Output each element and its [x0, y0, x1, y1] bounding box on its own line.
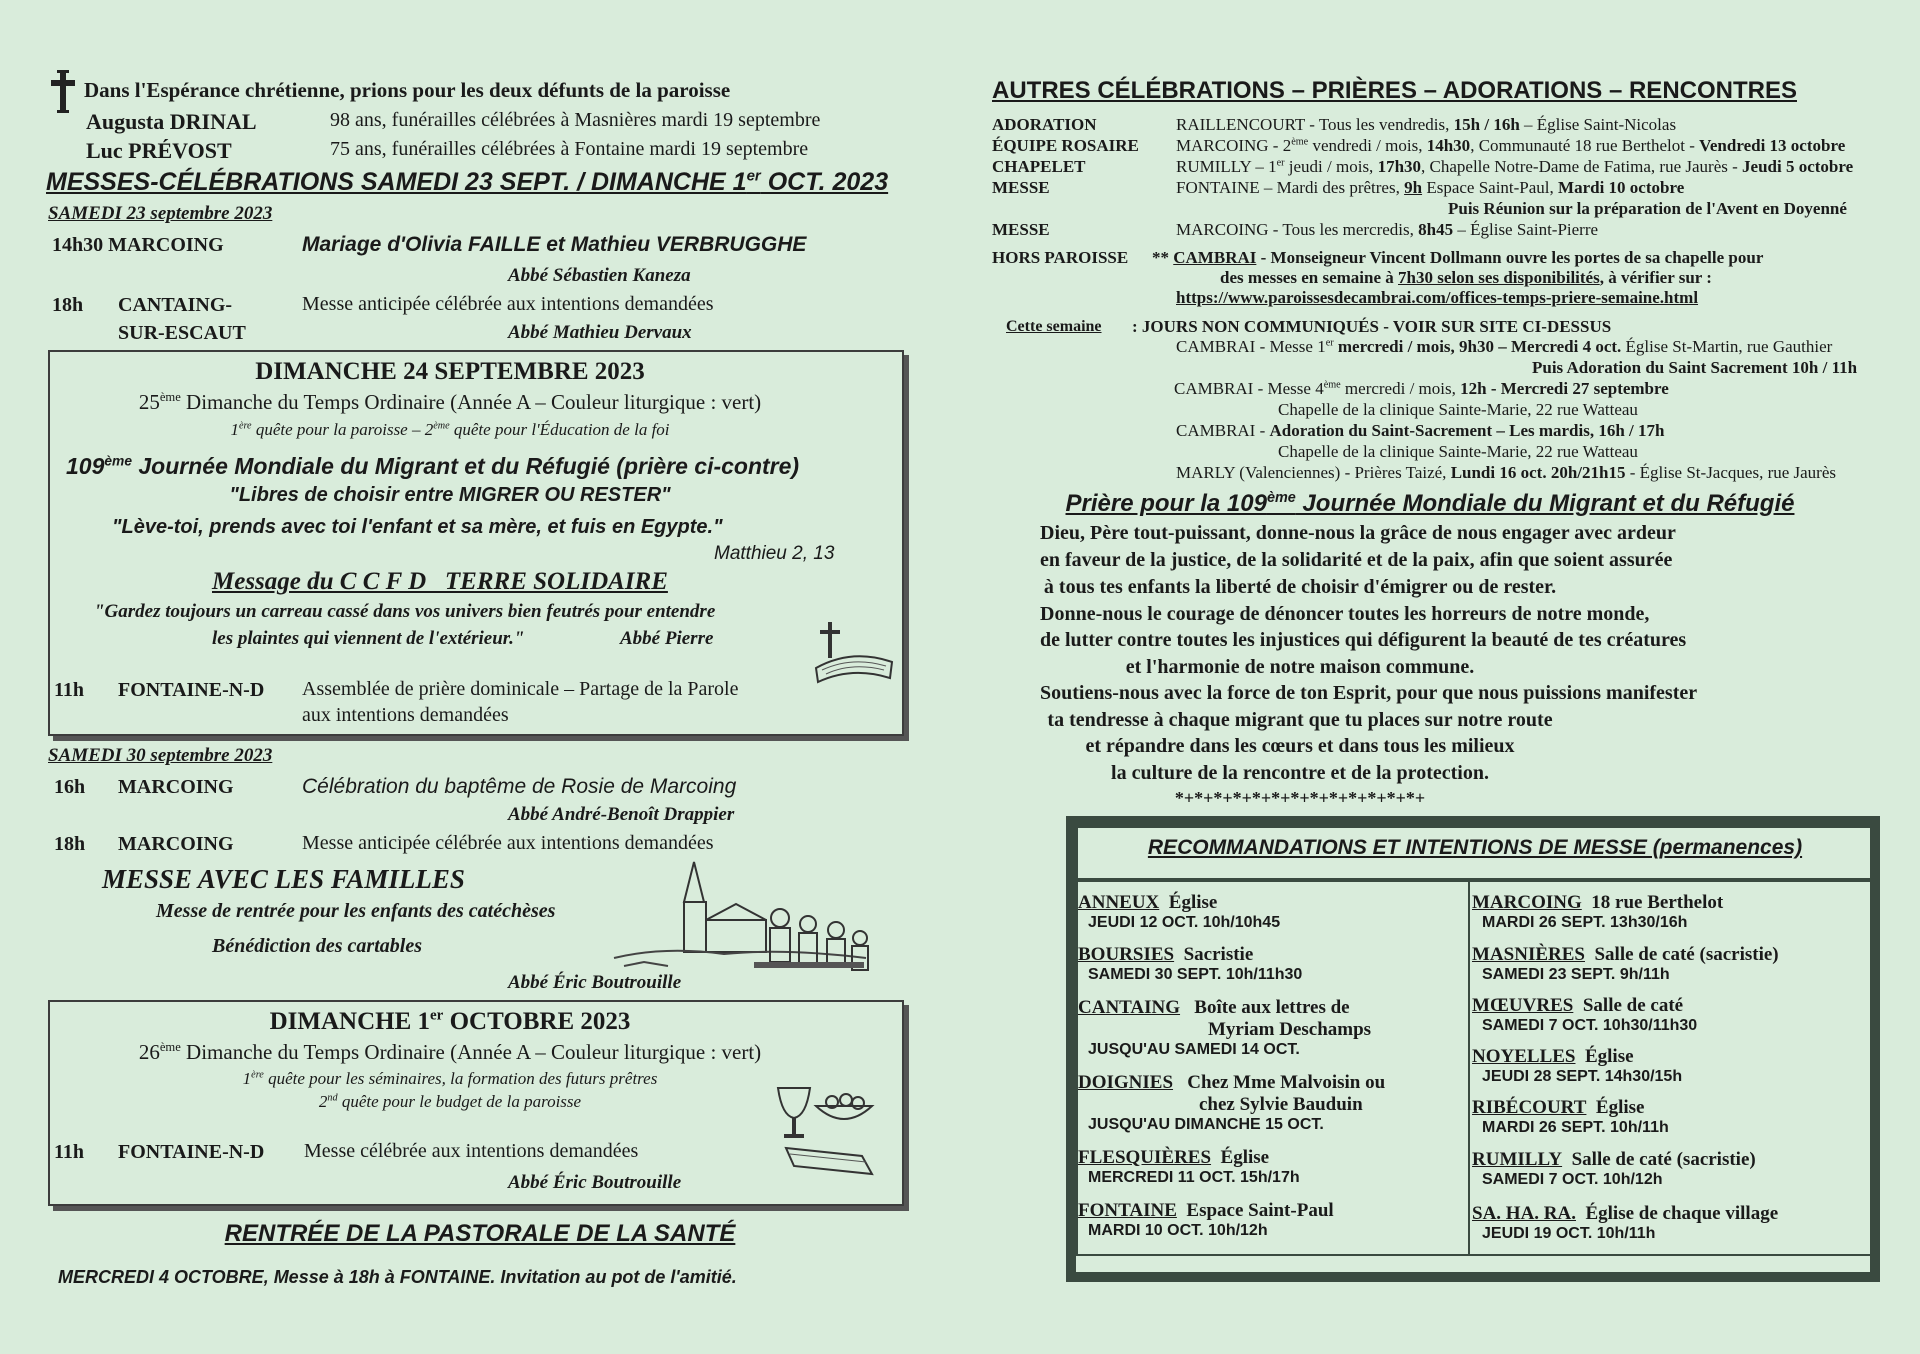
category-text: MARCOING - Tous les mercredis, 8h45 – Église Saint-Pierre	[1176, 220, 1599, 239]
recommendation-item: MASNIÈRES Salle de caté (sacristie) SAMEDI 23 SEPT. 9h/11h	[1472, 944, 1779, 983]
family-mass-title: MESSE AVEC LES FAMILLES	[102, 864, 465, 894]
event-time: 11h	[54, 1141, 85, 1163]
recommendation-item: MŒUVRES Salle de caté SAMEDI 7 OCT. 10h30/11h30	[1472, 995, 1698, 1034]
event-place: FONTAINE-N-D	[118, 1141, 265, 1163]
family-mass-line: Bénédiction des cartables	[212, 935, 422, 957]
date-heading: SAMEDI 23 septembre 2023	[48, 203, 273, 224]
event-place: FONTAINE-N-D	[118, 679, 265, 701]
recommendation-item: FLESQUIÈRES Église MERCREDI 11 OCT. 15h/17h	[1078, 1147, 1300, 1186]
event-description: Assemblée de prière dominicale – Partage de la Parole	[302, 678, 739, 700]
week-line: Chapelle de la clinique Sainte-Marie, 22 rue Watteau	[1278, 400, 1638, 419]
celebrant: Abbé André-Benoît Drappier	[508, 804, 735, 825]
deceased-info: 75 ans, funérailles célébrées à Fontaine mardi 19 septembre	[330, 138, 809, 160]
prayer-line: en faveur de la justice, de la solidarité et de la paix, afin que soient assurée	[1040, 549, 1673, 571]
quote-line: "Gardez toujours un carreau cassé dans vos univers bien feutrés pour entendre	[94, 601, 716, 622]
this-week-header: : JOURS NON COMMUNIQUÉS - VOIR SUR SITE CI-DESSUS	[1132, 317, 1612, 336]
category-label: HORS PAROISSE	[992, 248, 1129, 267]
verse-reference: Matthieu 2, 13	[714, 543, 835, 564]
recommendation-item: MARCOING 18 rue Berthelot MARDI 26 SEPT. 13h30/16h	[1472, 892, 1724, 931]
recommendation-item: BOURSIES Sacristie SAMEDI 30 SEPT. 10h/11h30	[1078, 944, 1303, 983]
prayer-line: et l'harmonie de notre maison commune.	[1125, 656, 1475, 678]
event-time: 18h	[54, 833, 86, 855]
collection-info: 2nd quête pour le budget de la paroisse	[318, 1092, 582, 1111]
quote-line: les plaintes qui viennent de l'extérieur."	[212, 628, 525, 649]
prayer-line: Dieu, Père tout-puissant, donne-nous la grâce de nous engager avec ardeur	[1040, 522, 1676, 544]
event-time-place: 14h30 MARCOING	[52, 234, 224, 256]
liturgical-sunday: 25ème Dimanche du Temps Ordinaire (Année A – Couleur liturgique : vert)	[138, 390, 762, 414]
event-place: MARCOING	[118, 833, 234, 855]
celebrant: Abbé Mathieu Dervaux	[508, 322, 692, 343]
event-description: Célébration du baptême de Rosie de Marcoing	[302, 775, 737, 798]
week-line: MARLY (Valenciennes) - Prières Taizé, Lundi 16 oct. 20h/21h15 - Église St-Jacques, rue Jaurès	[1176, 463, 1837, 482]
event-place: CANTAING-	[118, 294, 233, 316]
other-celebrations-title: AUTRES CÉLÉBRATIONS – PRIÈRES – ADORATIONS – RENCONTRES	[992, 77, 1797, 104]
recommendation-item: SA. HA. RA. Église de chaque village JEUDI 19 OCT. 10h/11h	[1472, 1203, 1779, 1242]
category-label: ÉQUIPE ROSAIRE	[992, 136, 1139, 155]
event-time: 16h	[54, 776, 86, 798]
health-ministry-title: RENTRÉE DE LA PASTORALE DE LA SANTÉ	[224, 1220, 736, 1247]
category-label: ADORATION	[992, 115, 1097, 134]
week-line: CAMBRAI - Adoration du Saint-Sacrement – Les mardis, 16h / 17h	[1176, 421, 1665, 440]
cross-icon	[48, 70, 78, 114]
health-ministry-text: MERCREDI 4 OCTOBRE, Messe à 18h à FONTAINE. Invitation au pot de l'amitié.	[58, 1267, 737, 1287]
prayer-line: la culture de la rencontre et de la protection.	[1111, 762, 1489, 784]
category-label: CHAPELET	[992, 157, 1086, 176]
event-place: MARCOING	[118, 776, 234, 798]
category-text: ** CAMBRAI - Monseigneur Vincent Dollmann ouvre les portes de sa chapelle pour	[1152, 248, 1764, 267]
this-week-label: Cette semaine	[1006, 318, 1102, 335]
category-label: MESSE	[992, 220, 1050, 239]
prayer-divider: *+*+*+*+*+*+*+*+*+*+*+*+*+	[1174, 788, 1426, 808]
event-description: Mariage d'Olivia FAILLE et Mathieu VERBRUGGHE	[302, 233, 807, 256]
recommendation-item: ANNEUX Église JEUDI 12 OCT. 10h/10h45	[1078, 892, 1281, 931]
category-text: des messes en semaine à 7h30 selon ses disponibilités, à vérifier sur :	[1220, 268, 1712, 287]
week-line: CAMBRAI - Messe 1er mercredi / mois, 9h30 – Mercredi 4 oct. Église St-Martin, rue Gauthier	[1176, 337, 1833, 356]
ccfd-title: Message du C C F D TERRE SOLIDAIRE	[212, 568, 668, 595]
migrant-slogan: "Libres de choisir entre MIGRER OU RESTER"	[229, 484, 671, 506]
category-label: MESSE	[992, 178, 1050, 197]
recommendation-item: DOIGNIES Chez Mme Malvoisin ou chez Sylvie Bauduin JUSQU'AU DIMANCHE 15 OCT.	[1078, 1072, 1386, 1133]
deceased-info: 98 ans, funérailles célébrées à Masnières mardi 19 septembre	[330, 109, 821, 131]
event-description: Messe anticipée célébrée aux intentions demandées	[302, 832, 714, 854]
event-time: 18h	[52, 294, 84, 316]
prayer-line: de lutter contre toutes les injustices qui défigurent la beauté de tes créatures	[1040, 629, 1687, 651]
chalice-bread-bible-icon	[772, 1082, 892, 1178]
sunday-title: DIMANCHE 24 SEPTEMBRE 2023	[255, 358, 645, 385]
celebrant: Abbé Sébastien Kaneza	[508, 265, 691, 286]
deceased-name: Augusta DRINAL	[86, 109, 257, 134]
date-heading: SAMEDI 30 septembre 2023	[48, 745, 273, 766]
week-line: CAMBRAI - Messe 4ème mercredi / mois, 12h - Mercredi 27 septembre	[1174, 379, 1669, 398]
prayer-line: Soutiens-nous avec la force de ton Esprit, pour que nous puissions manifester	[1040, 682, 1698, 704]
event-description: Messe anticipée célébrée aux intentions demandées	[302, 293, 714, 315]
deceased-intro: Dans l'Espérance chrétienne, prions pour les deux défunts de la paroisse	[84, 78, 731, 102]
week-line: Chapelle de la clinique Sainte-Marie, 22 rue Watteau	[1278, 442, 1638, 461]
quote-author: Abbé Pierre	[620, 628, 714, 649]
bible-cross-icon	[812, 618, 896, 684]
church-family-illustration	[604, 858, 876, 992]
recommendation-item: RIBÉCOURT Église MARDI 26 SEPT. 10h/11h	[1472, 1097, 1669, 1136]
external-link[interactable]: https://www.paroissesdecambrai.com/offices-temps-priere-semaine.html	[1176, 288, 1699, 307]
prayer-line: et répandre dans les cœurs et dans tous les milieux	[1085, 735, 1515, 757]
category-text: FONTAINE – Mardi des prêtres, 9h Espace Saint-Paul, Mardi 10 octobre	[1176, 178, 1685, 197]
celebrant: Abbé Éric Boutrouille	[508, 972, 682, 993]
category-text: RAILLENCOURT - Tous les vendredis, 15h / 16h – Église Saint-Nicolas	[1176, 115, 1677, 134]
week-line: Puis Adoration du Saint Sacrement 10h / 11h	[1532, 358, 1858, 377]
recommendations-title: RECOMMANDATIONS ET INTENTIONS DE MESSE (permanences)	[1147, 836, 1803, 859]
prayer-line: Donne-nous le courage de dénoncer toutes les horreurs de notre monde,	[1040, 603, 1650, 625]
celebrant: Abbé Éric Boutrouille	[508, 1172, 682, 1193]
recommendation-item: CANTAING Boîte aux lettres de Myriam Deschamps JUSQU'AU SAMEDI 14 OCT.	[1078, 997, 1372, 1058]
migrant-day-title: 109ème Journée Mondiale du Migrant et du Réfugié (prière ci-contre)	[66, 453, 800, 479]
recommendation-item: NOYELLES Église JEUDI 28 SEPT. 14h30/15h	[1472, 1046, 1683, 1085]
event-description: Messe célébrée aux intentions demandées	[304, 1140, 639, 1162]
deceased-name: Luc PRÉVOST	[86, 138, 232, 163]
family-mass-line: Messe de rentrée pour les enfants des catéchèses	[156, 900, 556, 922]
prayer-line: à tous tes enfants la liberté de choisir d'émigrer ou de rester.	[1043, 576, 1557, 598]
prayer-title: Prière pour la 109ème Journée Mondiale du Migrant et du Réfugié	[1065, 490, 1795, 517]
recommendation-item: FONTAINE Espace Saint-Paul MARDI 10 OCT. 10h/12h	[1078, 1200, 1334, 1239]
recommendation-item: RUMILLY Salle de caté (sacristie) SAMEDI 7 OCT. 10h/12h	[1472, 1149, 1756, 1188]
collection-info: 1ère quête pour la paroisse – 2ème quête pour l'Éducation de la foi	[230, 420, 670, 439]
category-text: MARCOING - 2ème vendredi / mois, 14h30, Communauté 18 rue Berthelot - Vendredi 13 octobre	[1176, 136, 1846, 155]
category-text: RUMILLY – 1er jeudi / mois, 17h30, Chapelle Notre-Dame de Fatima, rue Jaurès - Jeudi 5 octobre	[1176, 157, 1854, 176]
event-place: SUR-ESCAUT	[118, 322, 246, 344]
masses-title: MESSES-CÉLÉBRATIONS SAMEDI 23 SEPT. / DIMANCHE 1er OCT. 2023	[46, 167, 889, 196]
liturgical-sunday: 26ème Dimanche du Temps Ordinaire (Année A – Couleur liturgique : vert)	[138, 1040, 762, 1064]
event-description: aux intentions demandées	[302, 704, 509, 726]
sunday-title: DIMANCHE 1er OCTOBRE 2023	[269, 1007, 631, 1035]
prayer-line: ta tendresse à chaque migrant que tu places sur notre route	[1047, 709, 1553, 731]
bible-verse: "Lève-toi, prends avec toi l'enfant et sa mère, et fuis en Egypte."	[112, 516, 723, 538]
event-time: 11h	[54, 679, 85, 701]
collection-info: 1ère quête pour les séminaires, la formation des futurs prêtres	[242, 1069, 658, 1088]
category-text: Puis Réunion sur la préparation de l'Avent en Doyenné	[1448, 199, 1847, 218]
